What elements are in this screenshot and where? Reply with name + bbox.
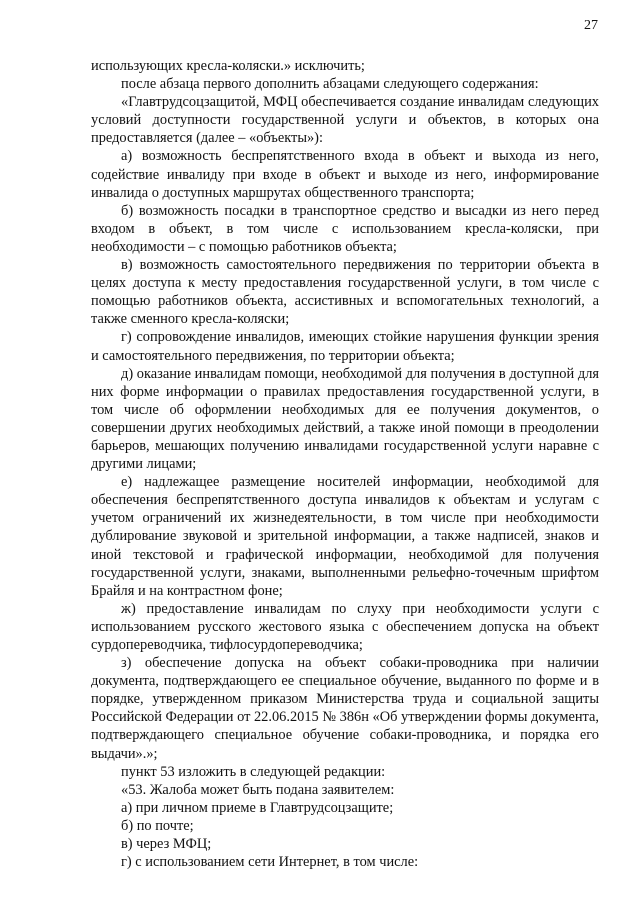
paragraph: после абзаца первого дополнить абзацами следующего содержания: [121,76,539,93]
paragraph: г) с использованием сети Интернет, в том числе: [121,854,419,871]
paragraph: «Главтрудсоцзащитой, МФЦ обеспечивается создание инвалидам следующих условий доступности государственной услуги и объектов, в которых она предоставляется (далее – «объекты»): [91,94,599,147]
paragraph: а) при личном приеме в Главтрудсоцзащите; [121,799,394,816]
paragraph: б) по почте; [121,817,194,834]
paragraph: д) оказание инвалидам помощи, необходимой для получения в доступной для них форме информации о правилах предоставления государственной услуги, в том числе об оформлении необходимых для ее получения документов, о совершении других необходимых действий, а также иной помощи в преодолении барьеров, мешающих получению инвалидами государственной услуги наравне с другими лицами; [91,365,599,473]
paragraph: з) обеспечение допуска на объект собаки-проводника при наличии документа, подтверждающего ее специальное обучение, выданного по форме и в порядке, утвержденном приказом Министерства труда и социальной защиты Российской Федерации от 22.06.2015 № 386н «Об утверждении формы документа, подтверждающего специальное обучение собаки-проводника, и порядка его выдачи».»; [91,655,599,762]
paragraph: пункт 53 изложить в следующей редакции: [121,763,386,780]
paragraph: е) надлежащее размещение носителей информации, необходимой для обеспечения беспрепятственного доступа инвалидов к объектам и услугам с учетом ограничений их жизнедеятельности, в том числе при необходимости дублирование звуковой и зрительной информации, а также надписей, знаков и иной текстовой и графической информации, необходимой для получения государственной услуги, знаками, выполненными рельефно-точечным шрифтом Брайля и на контрастном фоне; [91,474,599,599]
paragraph: б) возможность посадки в транспортное средство и высадки из него перед входом в объект, в том числе с использованием кресла-коляски, при необходимости – с помощью работников объекта; [91,202,599,255]
paragraph: а) возможность беспрепятственного входа в объект и выхода из него, содействие инвалиду при входе в объект и выходе из него, информирование инвалида о доступных маршрутах общественного транспорта; [91,148,599,201]
paragraph: в) возможность самостоятельного передвижения по территории объекта в целях доступа к месту предоставления государственной услуги, в том числе с помощью работников объекта, ассистивных и вспомогательных технологий, а также сменного кресла-коляски; [91,257,599,328]
paragraph: в) через МФЦ; [121,836,212,853]
paragraph: ж) предоставление инвалидам по слуху при необходимости услуги с использованием русского жестового языка с обеспечением допуска на объект сурдопереводчика, тифлосурдопереводчика; [91,600,599,653]
paragraph: использующих кресла-коляски.» исключить; [91,58,365,74]
page-number: 27 [584,18,598,33]
document-body [91,57,599,871]
paragraph: г) сопровождение инвалидов, имеющих стойкие нарушения функции зрения и самостоятельного передвижения, по территории объекта; [91,329,599,364]
paragraph: «53. Жалоба может быть подана заявителем: [121,781,395,798]
